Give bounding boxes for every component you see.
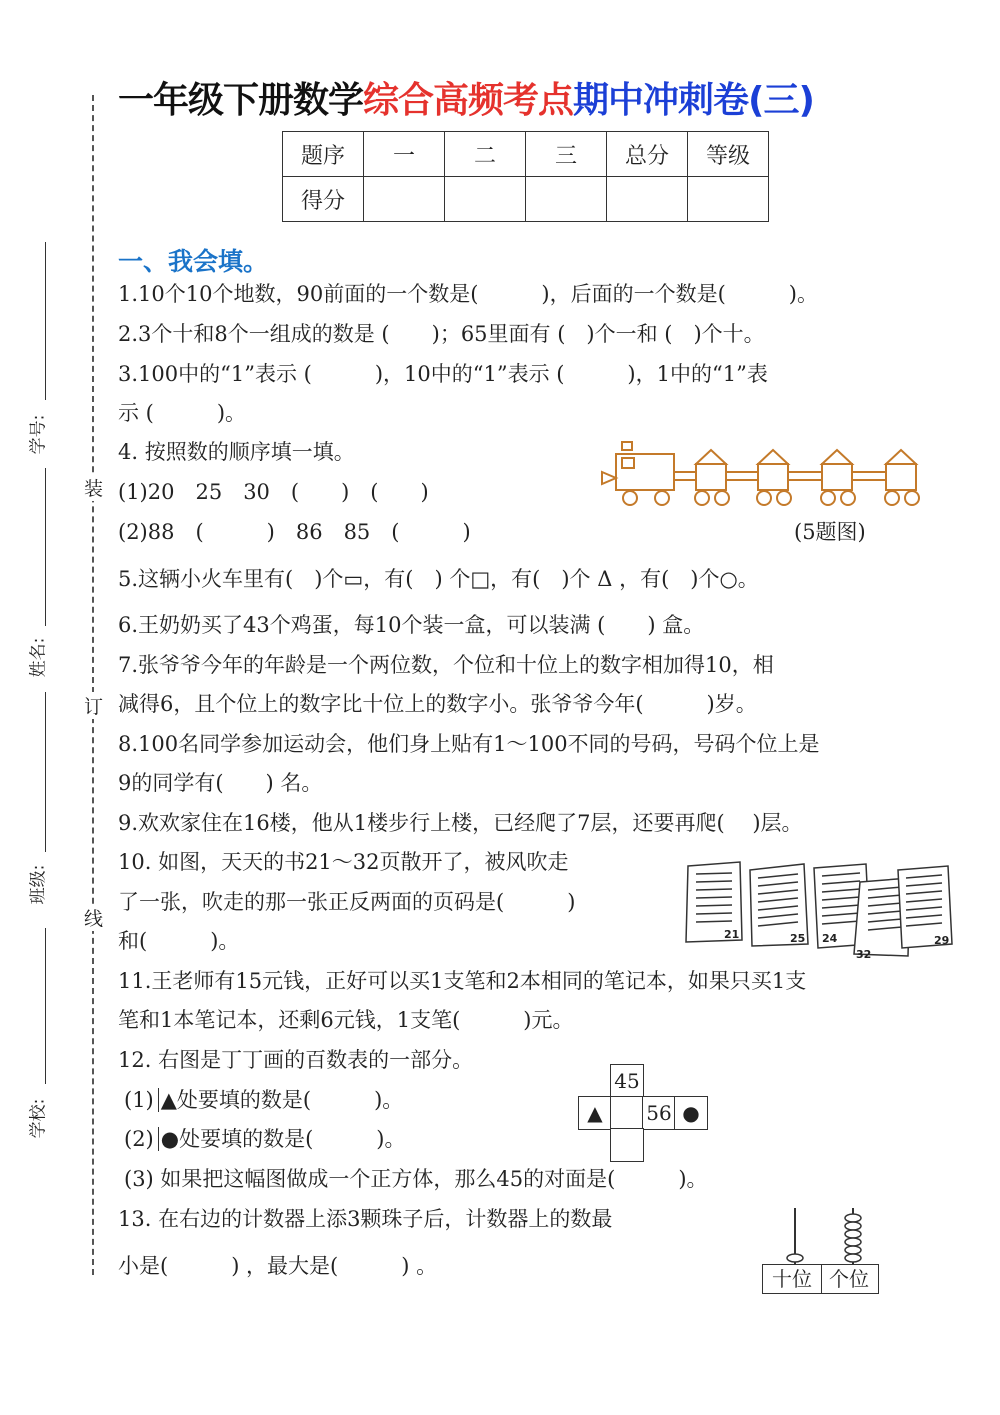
train-wheel	[623, 491, 637, 505]
question-10-line2: 了一张，吹走的那一张正反两面的页码是( )	[118, 890, 576, 914]
question-2: 2.3个十和8个一组成的数是 ( )；65里面有 ( )个一和 ( )个十。	[118, 322, 765, 346]
abacus-bead	[845, 1246, 861, 1254]
train-wheel	[885, 491, 899, 505]
grid-cell-blank	[610, 1096, 644, 1130]
grid-cell-45: 45	[610, 1064, 644, 1098]
question-4-part1: (1)20 25 30 ( ) ( )	[118, 480, 429, 504]
score-header-cell: 三	[526, 132, 607, 177]
question-3-line1: 3.100中的“1”表示 ( )，10中的“1”表示 ( )，1中的“1”表	[118, 362, 768, 386]
question-12-part3: (3) 如果把这幅图做成一个正方体，那么45的对面是( )。	[124, 1167, 708, 1191]
train-car-roof	[758, 450, 788, 464]
question-8-line2: 9的同学有( ) 名。	[118, 771, 323, 795]
question-7-line1: 7.张爷爷今年的年龄是一个两位数，个位和十位上的数字相加得10，相	[118, 653, 774, 677]
abacus-bead	[845, 1222, 861, 1230]
page-number: 32	[856, 948, 872, 961]
score-table	[282, 131, 769, 222]
train-car	[758, 464, 788, 490]
train-car	[886, 464, 916, 490]
score-header-cell: 题序	[283, 132, 364, 177]
cut-label-ding: 订	[84, 692, 103, 719]
title-part2: 综合高频考点	[363, 80, 574, 121]
score-table-header-row	[283, 132, 769, 177]
question-12-part1-prefix: (1)	[124, 1088, 154, 1112]
train-wheel	[655, 491, 669, 505]
question-13-line2: 小是( ) ，最大是( ) 。	[118, 1254, 438, 1278]
train-wheel	[777, 491, 791, 505]
train-wheel	[841, 491, 855, 505]
abacus-bead	[845, 1230, 861, 1238]
train-chimney	[622, 442, 632, 450]
name-write-line[interactable]	[45, 468, 46, 626]
page-number: 24	[822, 932, 838, 945]
score-header-cell: 等级	[688, 132, 769, 177]
score-cell[interactable]	[445, 177, 526, 222]
question-12-part2	[124, 1129, 405, 1150]
question-6: 6.王奶奶买了43个鸡蛋，每10个装一盒，可以装满 ( ) 盒。	[118, 613, 705, 637]
abacus-label-tens: 十位	[762, 1264, 822, 1294]
hundred-chart-net	[578, 1064, 710, 1164]
question-10-line3: 和( )。	[118, 929, 240, 953]
question-7-line2: 减得6，且个位上的数字比十位上的数字小。张爷爷今年( )岁。	[118, 692, 757, 716]
grid-cell-blank	[610, 1128, 644, 1162]
train-wheel	[715, 491, 729, 505]
train-connector	[674, 472, 696, 480]
train-car-roof	[886, 450, 916, 464]
grid-cell-circle	[674, 1096, 708, 1130]
train-wheel	[905, 491, 919, 505]
abacus-bead	[845, 1238, 861, 1246]
train-window	[622, 458, 634, 468]
binding-dashed-line	[92, 95, 94, 1275]
triangle-icon: ▲	[158, 1088, 177, 1112]
abacus-label-ones: 个位	[820, 1264, 879, 1294]
school-write-line[interactable]	[45, 928, 46, 1084]
question-11-line1: 11.王老师有15元钱，正好可以买1支笔和2本相同的笔记本，如果只买1支	[118, 969, 807, 993]
train-car	[696, 464, 726, 490]
train-connector	[788, 472, 822, 480]
section-heading: 一、我会填。	[118, 247, 269, 276]
book-pages-figure	[684, 856, 954, 962]
score-cell[interactable]	[607, 177, 688, 222]
score-row-label: 得分	[283, 177, 364, 222]
question-1: 1.10个10个地数，90前面的一个数是( )，后面的一个数是( )。	[118, 282, 818, 306]
abacus-bead	[845, 1254, 861, 1262]
train-car	[822, 464, 852, 490]
question-5: 5.这辆小火车里有( )个▭，有( ) 个□，有( )个 Δ ，有( )个○。	[118, 567, 759, 591]
score-cell[interactable]	[526, 177, 607, 222]
title-part1: 一年级下册数学	[118, 80, 364, 121]
question-12-part2-text: 处要填的数是( )。	[179, 1127, 406, 1151]
question-12-part1	[124, 1090, 403, 1111]
circle-icon: ●	[158, 1127, 179, 1151]
page-number: 29	[934, 934, 950, 947]
score-cell[interactable]	[364, 177, 445, 222]
cut-label-zhuang: 装	[84, 474, 103, 501]
question-11-line2: 笔和1本笔记本，还剩6元钱，1支笔( )元。	[118, 1008, 574, 1032]
page-number: 21	[724, 928, 740, 941]
train-connector	[852, 472, 886, 480]
triangle-icon: ▲	[587, 1101, 603, 1125]
grid-cell-triangle	[578, 1096, 612, 1130]
train-car-roof	[696, 450, 726, 464]
question-3-line2: 示 ( )。	[118, 401, 247, 425]
figure-5-caption: (5题图)	[794, 520, 866, 544]
question-12: 12. 右图是丁丁画的百数表的一部分。	[118, 1048, 474, 1072]
train-engine	[616, 454, 674, 490]
question-10-line1: 10. 如图，天天的书21～32页散开了，被风吹走	[118, 850, 569, 874]
student-no-write-line[interactable]	[45, 242, 46, 400]
cut-label-xian: 线	[84, 904, 103, 931]
page-number: 25	[790, 932, 806, 945]
circle-icon: ●	[682, 1101, 700, 1125]
score-table-score-row	[283, 177, 769, 222]
question-13-line1: 13. 在右边的计数器上添3颗珠子后，计数器上的数最	[118, 1207, 613, 1231]
abacus-bead	[845, 1214, 861, 1222]
question-4-part2: (2)88 ( ) 86 85 ( )	[118, 520, 471, 544]
train-connector	[726, 472, 758, 480]
question-9: 9.欢欢家住在16楼，他从1楼步行上楼，已经爬了7层，还要再爬( )层。	[118, 811, 803, 835]
score-cell[interactable]	[688, 177, 769, 222]
question-8-line1: 8.100名同学参加运动会，他们身上贴有1～100不同的号码，号码个位上是	[118, 732, 820, 756]
abacus-bead	[787, 1254, 803, 1262]
page-title	[118, 72, 814, 123]
train-figure	[598, 438, 934, 512]
question-12-part2-prefix: (2)	[124, 1127, 154, 1151]
title-part3: 期中冲刺卷(三)	[573, 80, 814, 121]
train-front-triangle	[602, 472, 616, 484]
train-wheel	[821, 491, 835, 505]
question-4: 4. 按照数的顺序填一填。	[118, 440, 355, 464]
score-header-cell: 二	[445, 132, 526, 177]
train-wheel	[695, 491, 709, 505]
abacus-figure	[762, 1208, 884, 1294]
name-label: 姓名:	[28, 637, 49, 678]
school-label: 学校:	[28, 1098, 49, 1139]
score-header-cell: 总分	[607, 132, 688, 177]
train-wheel	[757, 491, 771, 505]
class-label: 班级:	[28, 864, 49, 905]
class-write-line[interactable]	[45, 692, 46, 852]
student-no-label: 学号:	[28, 414, 49, 455]
grid-cell-56: 56	[642, 1096, 676, 1130]
question-12-part1-text: 处要填的数是( )。	[176, 1088, 404, 1112]
score-header-cell: 一	[364, 132, 445, 177]
abacus-rods	[762, 1208, 884, 1264]
train-car-roof	[822, 450, 852, 464]
